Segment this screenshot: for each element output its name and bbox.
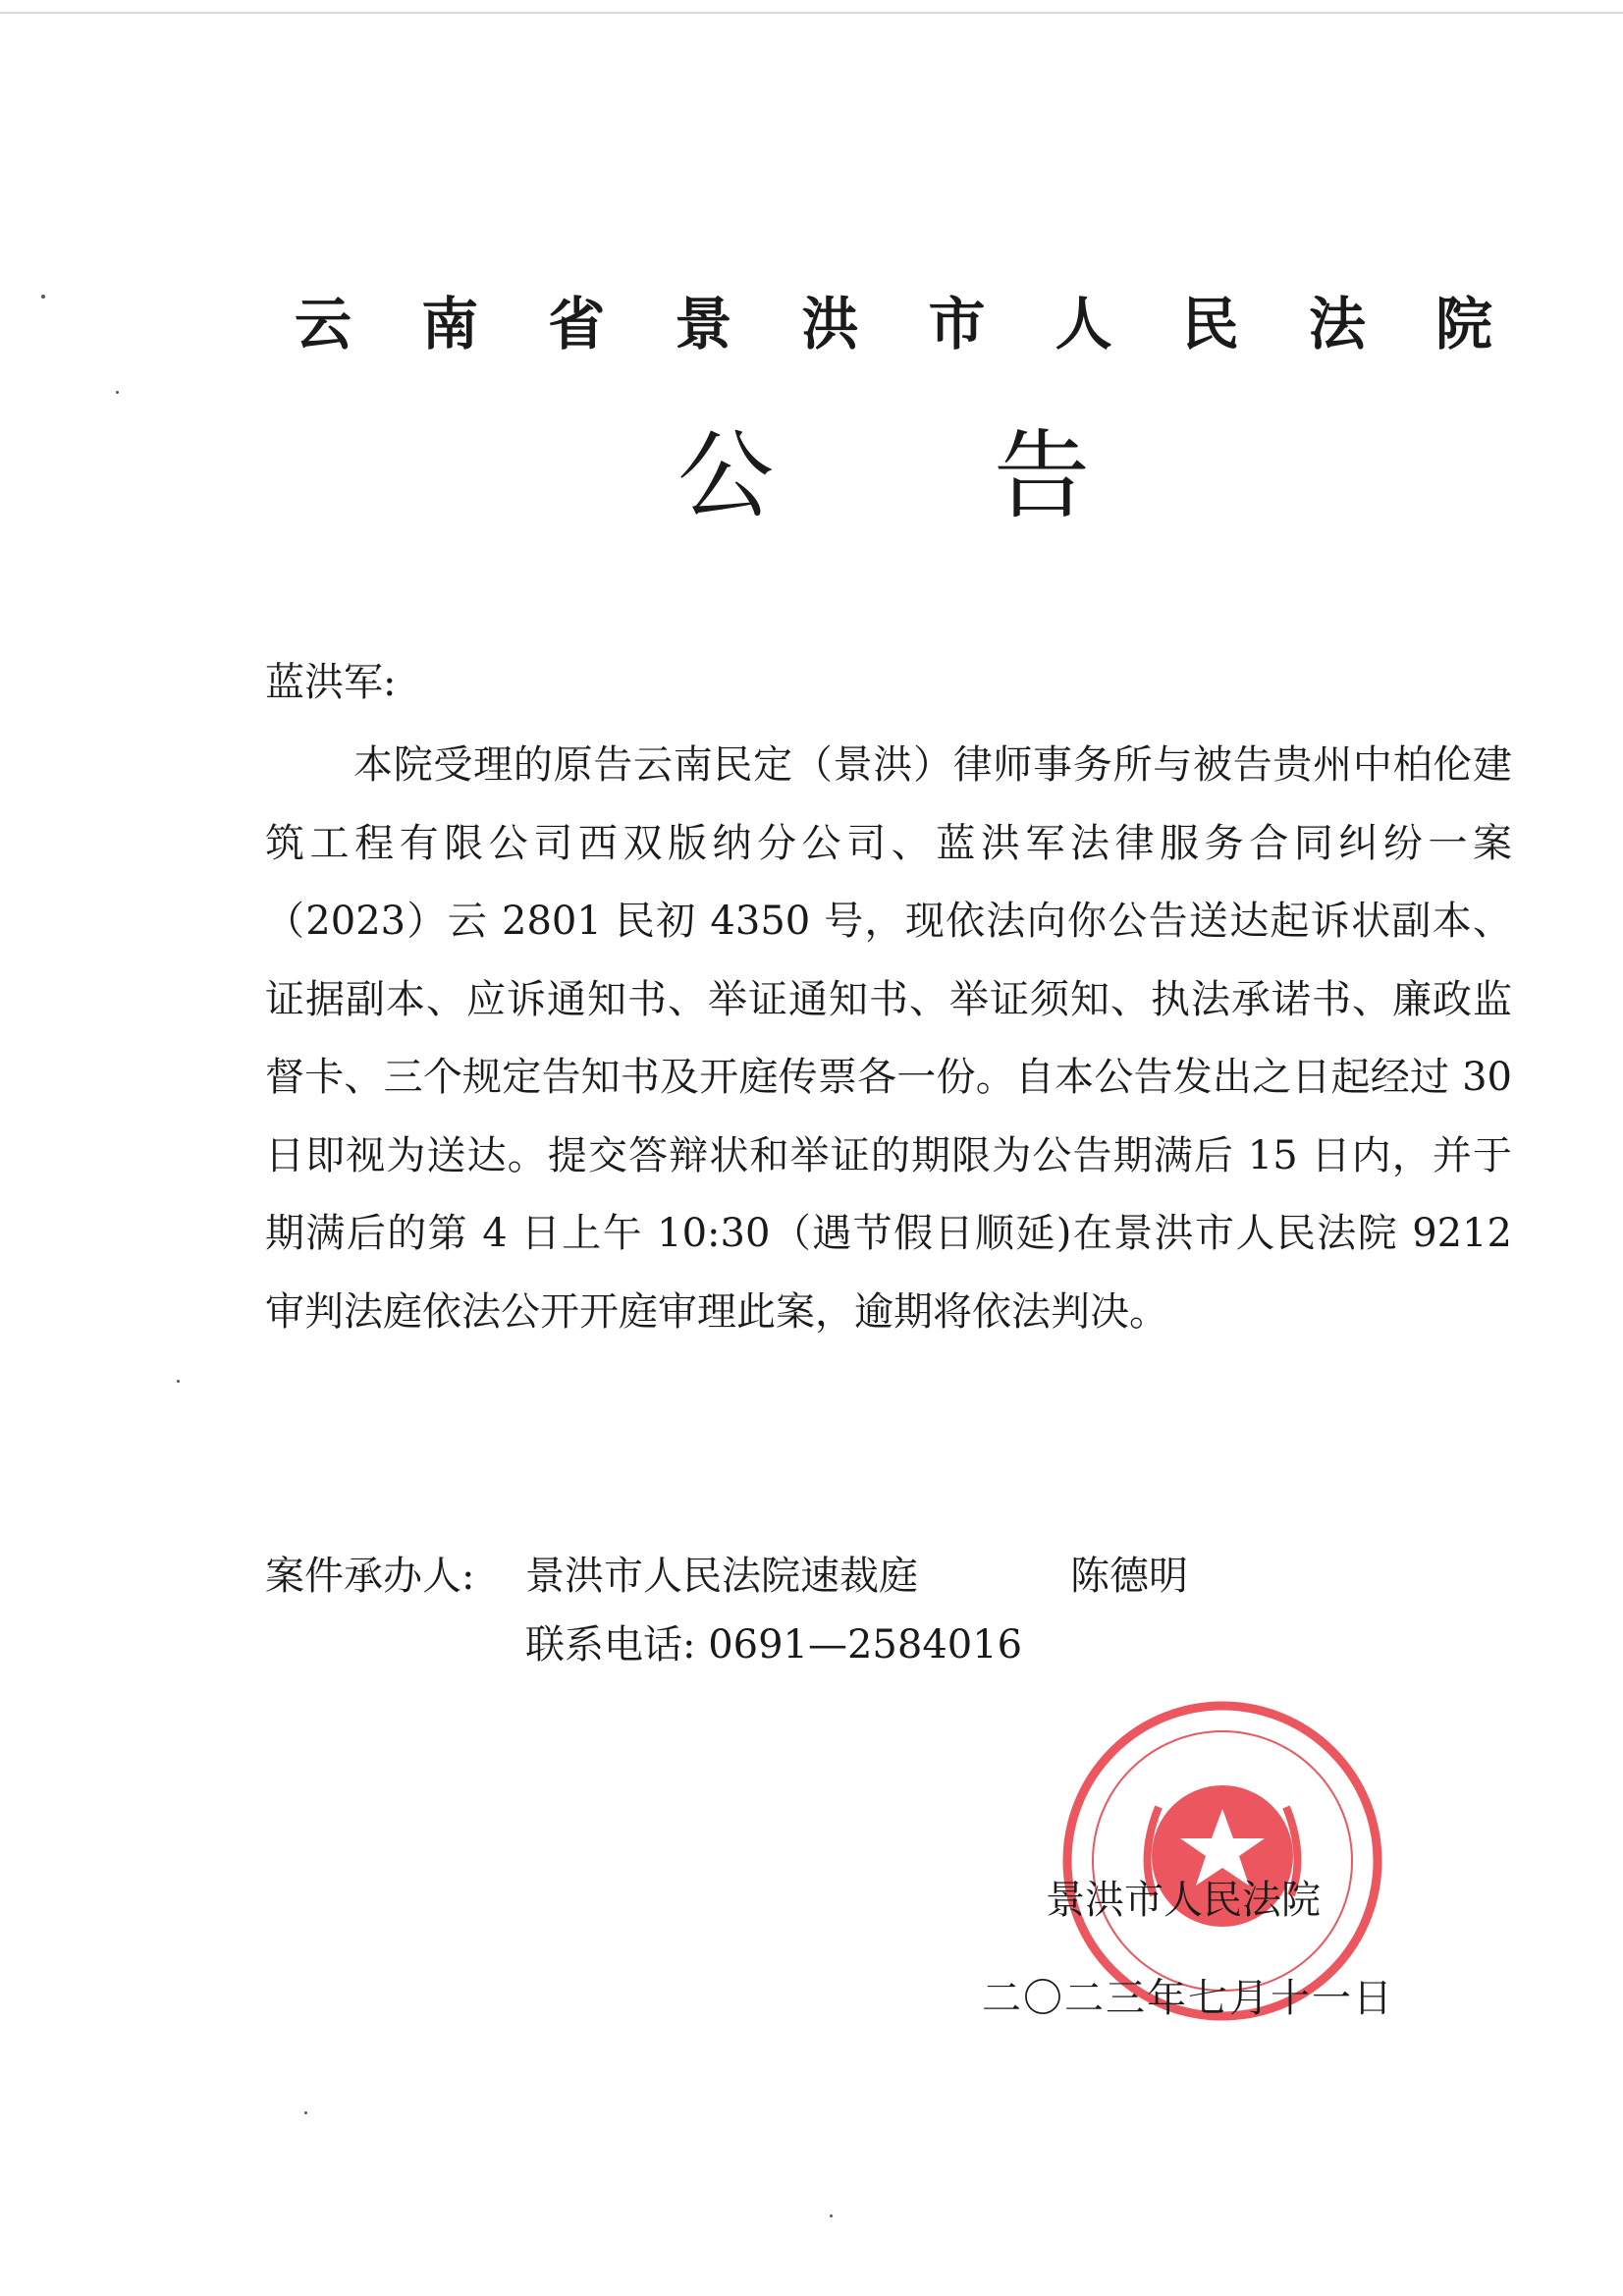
court-name-char: 景 (675, 291, 732, 357)
scan-speck (830, 2214, 833, 2217)
court-name-char: 民 (1181, 291, 1239, 357)
court-name-char: 省 (548, 291, 606, 357)
handler-department: 景洪市人民法院速裁庭 (525, 1554, 918, 1599)
notice-title-char: 公 (677, 420, 775, 532)
contact-phone: 联系电话: 0691—2584016 (525, 1622, 1023, 1667)
court-name-char: 市 (928, 291, 986, 357)
court-name-char: 法 (1308, 291, 1366, 357)
handler-name: 陈德明 (1070, 1554, 1188, 1599)
court-name-char: 院 (1434, 291, 1492, 357)
addressee: 蓝洪军: (265, 660, 397, 705)
scan-speck (304, 2111, 307, 2114)
notice-title (677, 412, 1090, 540)
scan-speck (116, 391, 119, 394)
issue-date: 二〇二三年七月十一日 (982, 1976, 1394, 2021)
court-name-char: 洪 (801, 291, 859, 357)
court-name-char: 云 (295, 291, 352, 357)
notice-body: 本院受理的原告云南民定（景洪）律师事务所与被告贵州中柏伦建筑工程有限公司西双版纳分公司、蓝洪军法律服务合同纠纷一案（2023）云 2801 民初 4350 号，现依法向你公告送达起诉状副本、证据副本、应诉通知书、举证通知书、举证须知、执法承诺书、廉政监督卡、三个规定告知书及开庭传票各一份。自本公告发出之日起经过 30 日即视为送达。提交答辩状和举证的期限为公告期满后 15 日内，并于期满后的第 4 日上午 10:30（遇节假日顺延)在景洪市人民法院 9212 审判法庭依法公开开庭审理此案，逾期将依法判决。 (265, 742, 1512, 1335)
notice-title-char: 告 (993, 420, 1090, 532)
court-name-char: 人 (1055, 291, 1112, 357)
issuing-court: 景洪市人民法院 (1046, 1878, 1321, 1923)
scan-speck (177, 1380, 180, 1383)
scan-edge-line (0, 12, 1623, 14)
scan-speck (41, 295, 45, 299)
handler-label: 案件承办人: (265, 1554, 475, 1599)
court-name-heading (295, 285, 1492, 363)
court-name-char: 南 (421, 291, 479, 357)
